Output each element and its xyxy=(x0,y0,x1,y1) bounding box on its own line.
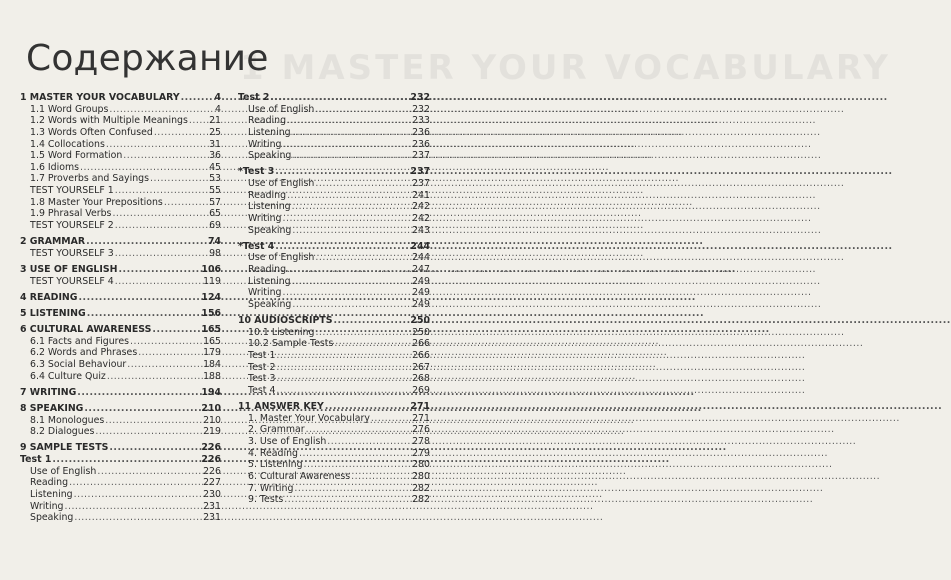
toc-page-number: 165 xyxy=(201,324,221,336)
toc-entry-title: 6.1 Facts and Figures xyxy=(30,335,129,347)
toc-entry-title: Reading xyxy=(30,477,69,489)
toc-page-number: 156 xyxy=(201,307,221,319)
toc-entry-title: Listening xyxy=(30,488,73,500)
toc-entry-row xyxy=(20,426,221,438)
toc-entry-title: 3. Use of English xyxy=(248,435,327,447)
toc-page-number: 249 xyxy=(412,287,430,299)
toc-page-number: 236 xyxy=(412,138,430,150)
dot-leader xyxy=(112,208,206,220)
toc-entry-row xyxy=(238,178,430,190)
dot-leader xyxy=(80,162,206,174)
toc-page-number: 243 xyxy=(412,224,430,236)
toc-entry-title: Writing xyxy=(248,212,282,224)
toc-heading-row xyxy=(238,92,430,104)
dot-leader xyxy=(334,315,410,327)
toc-page-number: 227 xyxy=(203,477,221,489)
dot-leader xyxy=(78,292,200,304)
dot-leader xyxy=(351,471,411,483)
toc-entry-row xyxy=(20,415,221,427)
toc-entry-row xyxy=(238,264,430,276)
dot-leader xyxy=(123,150,206,162)
toc-page-number: 230 xyxy=(203,488,221,500)
toc-page-number: 237 xyxy=(412,150,430,162)
toc-entry-row xyxy=(20,185,221,197)
toc-entry-row xyxy=(20,466,221,478)
toc-page-number: 236 xyxy=(412,126,430,138)
toc-page-number: 247 xyxy=(412,263,430,275)
dot-leader xyxy=(284,494,411,506)
toc-entry-title: 9 SAMPLE TESTS xyxy=(20,442,109,454)
toc-page-number: 25 xyxy=(209,126,221,138)
toc-entry-title: Speaking xyxy=(248,224,292,236)
toc-entry-title: 10.1 Listening xyxy=(248,326,315,338)
toc-page-number: 4 xyxy=(215,103,221,115)
toc-page-number: 188 xyxy=(203,370,221,382)
dot-leader xyxy=(282,287,411,299)
dot-leader xyxy=(109,104,206,116)
dot-leader xyxy=(315,327,411,339)
dot-leader xyxy=(84,403,200,415)
toc-entry-title: 1.1 Word Groups xyxy=(30,103,109,115)
dot-leader xyxy=(181,92,206,104)
dot-leader xyxy=(86,236,206,248)
toc-page-number: 280 xyxy=(412,470,430,482)
dot-leader xyxy=(292,201,411,213)
toc-entry-title: Test 1 xyxy=(20,453,52,465)
toc-heading-row xyxy=(20,454,221,466)
toc-entry-row xyxy=(238,287,430,299)
toc-heading-row xyxy=(20,292,221,304)
toc-entry-row xyxy=(238,471,430,483)
toc-page-number: 282 xyxy=(412,482,430,494)
toc-page-number: 233 xyxy=(412,115,430,127)
toc-page-number: 268 xyxy=(412,373,430,385)
page-title: Содержание xyxy=(26,38,269,79)
toc-entry-row xyxy=(20,220,221,232)
toc-entry-row xyxy=(238,299,430,311)
toc-entry-title: 5. Listening xyxy=(248,459,303,471)
toc-entry-title: Speaking xyxy=(248,150,292,162)
toc-entry-row xyxy=(238,483,430,495)
dot-leader xyxy=(74,489,202,501)
toc-entry-row xyxy=(238,252,430,264)
toc-page-number: 210 xyxy=(201,402,221,414)
toc-entry-title: 9. Tests xyxy=(248,494,284,506)
dot-leader xyxy=(52,454,200,466)
toc-entry-title: 6 CULTURAL AWARENESS xyxy=(20,324,152,336)
toc-heading-row xyxy=(20,92,221,104)
toc-heading-row xyxy=(20,264,221,276)
toc-heading-row xyxy=(238,241,430,253)
toc-entry-title: *Test 3 xyxy=(238,166,275,178)
toc-entry-title: 6.3 Social Behaviour xyxy=(30,358,127,370)
toc-entry-row xyxy=(238,104,430,116)
toc-entry-title: 1.2 Words with Multiple Meanings xyxy=(30,115,188,127)
dot-leader xyxy=(276,350,411,362)
toc-entry-title: 4 READING xyxy=(20,291,78,303)
toc-entry-row xyxy=(238,373,430,385)
dot-leader xyxy=(325,401,410,413)
toc-page-number: 36 xyxy=(209,150,221,162)
toc-entry-row xyxy=(238,494,430,506)
toc-page-number: 45 xyxy=(209,161,221,173)
toc-heading-row xyxy=(238,166,430,178)
dot-leader xyxy=(282,139,411,151)
toc-entry-row xyxy=(20,208,221,220)
toc-entry-row xyxy=(238,225,430,237)
toc-entry-row xyxy=(20,248,221,260)
toc-entry-title: 2 GRAMMAR xyxy=(20,236,86,248)
dot-leader xyxy=(270,92,409,104)
toc-entry-row xyxy=(238,276,430,288)
dot-leader xyxy=(138,347,202,359)
toc-entry-title: Speaking xyxy=(30,512,74,524)
toc-page-number: 210 xyxy=(203,414,221,426)
dot-leader xyxy=(287,115,411,127)
dot-leader xyxy=(334,338,411,350)
toc-heading-row xyxy=(238,315,430,327)
toc-entry-row xyxy=(20,162,221,174)
toc-page-number: 271 xyxy=(410,401,430,413)
toc-entry-title: Use of English xyxy=(248,252,315,264)
toc-page-number: 226 xyxy=(201,453,221,465)
toc-entry-row xyxy=(238,213,430,225)
toc-entry-title: Writing xyxy=(248,138,282,150)
toc-entry-title: 3 USE OF ENGLISH xyxy=(20,263,118,275)
toc-entry-title: 6.2 Words and Phrases xyxy=(30,347,138,359)
dot-leader xyxy=(371,413,411,425)
toc-page-number: 231 xyxy=(203,512,221,524)
dot-leader xyxy=(299,448,411,460)
toc-entry-title: 8 SPEAKING xyxy=(20,402,84,414)
dot-leader xyxy=(287,190,411,202)
dot-leader xyxy=(292,150,411,162)
dot-leader xyxy=(109,442,200,454)
toc-entry-title: 10 AUDIOSCRIPTS xyxy=(238,315,333,327)
toc-entry-row xyxy=(20,477,221,489)
dot-leader xyxy=(97,466,202,478)
toc-entry-title: Listening xyxy=(248,201,291,213)
dot-leader xyxy=(189,115,206,127)
toc-entry-title: Test 2 xyxy=(238,92,270,103)
toc-page-number: 282 xyxy=(412,494,430,506)
toc-entry-title: 10.2 Sample Tests xyxy=(248,338,334,350)
toc-page-number: 124 xyxy=(201,291,221,303)
toc-entry-title: 7 WRITING xyxy=(20,386,77,398)
toc-entry-title: 7. Writing xyxy=(248,482,294,494)
dot-leader xyxy=(87,308,201,320)
toc-page-number: 271 xyxy=(412,412,430,424)
toc-page-number: 179 xyxy=(203,347,221,359)
dot-leader xyxy=(276,373,411,385)
dot-leader xyxy=(315,178,411,190)
toc-entry-title: Test 2 xyxy=(248,361,276,373)
toc-page-number: 280 xyxy=(412,459,430,471)
toc-entry-row xyxy=(20,139,221,151)
toc-entry-title: Listening xyxy=(248,126,291,138)
dot-leader xyxy=(118,264,200,276)
dot-leader xyxy=(287,264,411,276)
dot-leader xyxy=(164,197,206,209)
toc-heading-row xyxy=(20,442,221,454)
toc-entry-title: Test 3 xyxy=(248,373,276,385)
toc-page-number: 165 xyxy=(203,335,221,347)
dot-leader xyxy=(69,477,202,489)
dot-leader xyxy=(275,241,409,253)
toc-entry-title: 1.5 Word Formation xyxy=(30,150,123,162)
toc-page-number: 241 xyxy=(412,189,430,201)
toc-entry-title: 4. Reading xyxy=(248,447,298,459)
dot-leader xyxy=(64,501,202,513)
toc-right-column xyxy=(238,92,430,506)
toc-page-number: 266 xyxy=(412,349,430,361)
toc-heading-row xyxy=(20,387,221,399)
dot-leader xyxy=(130,336,202,348)
toc-entry-row xyxy=(20,276,221,288)
dot-leader xyxy=(276,385,411,397)
dot-leader xyxy=(292,225,411,237)
toc-page-number: 98 xyxy=(209,247,221,259)
dot-leader xyxy=(282,213,411,225)
toc-entry-row xyxy=(238,362,430,374)
toc-entry-row xyxy=(20,336,221,348)
toc-page-number: 249 xyxy=(412,275,430,287)
toc-page-number: 232 xyxy=(410,92,430,103)
dot-leader xyxy=(115,220,206,232)
toc-page-number: 232 xyxy=(412,103,430,115)
toc-entry-row xyxy=(238,350,430,362)
dot-leader xyxy=(276,362,411,374)
toc-entry-row xyxy=(20,347,221,359)
toc-entry-title: 6. Cultural Awareness xyxy=(248,470,351,482)
toc-page-number: 31 xyxy=(209,138,221,150)
toc-heading-row xyxy=(20,403,221,415)
toc-page-number: 55 xyxy=(209,185,221,197)
toc-entry-row xyxy=(20,197,221,209)
toc-page-number: 266 xyxy=(412,338,430,350)
dot-leader xyxy=(150,173,206,185)
toc-entry-row xyxy=(238,190,430,202)
toc-entry-title: *Test 4 xyxy=(238,240,275,252)
toc-page-number: 57 xyxy=(209,196,221,208)
toc-page-number: 237 xyxy=(412,177,430,189)
toc-entry-title: TEST YOURSELF 2 xyxy=(30,220,114,232)
toc-page-number: 250 xyxy=(412,326,430,338)
toc-entry-title: 1.7 Proverbs and Sayings xyxy=(30,173,149,185)
toc-page-number: 250 xyxy=(410,315,430,327)
toc-page-number: 242 xyxy=(412,212,430,224)
toc-page-number: 53 xyxy=(209,173,221,185)
toc-entry-title: 1 MASTER YOUR VOCABULARY xyxy=(20,92,180,103)
dot-leader xyxy=(115,185,206,197)
dot-leader xyxy=(292,127,411,139)
dot-leader xyxy=(306,424,411,436)
toc-entry-title: 1.9 Phrasal Verbs xyxy=(30,208,112,220)
toc-entry-title: Writing xyxy=(248,287,282,299)
toc-page-number: 106 xyxy=(201,263,221,275)
toc-page-number: 219 xyxy=(203,426,221,438)
toc-entry-row xyxy=(238,459,430,471)
toc-page-number: 4 xyxy=(214,92,221,103)
toc-page-number: 267 xyxy=(412,361,430,373)
toc-page-number: 276 xyxy=(412,424,430,436)
toc-entry-row xyxy=(238,150,430,162)
toc-page-number: 69 xyxy=(209,220,221,232)
dot-leader xyxy=(106,139,206,151)
toc-entry-row xyxy=(20,127,221,139)
dot-leader xyxy=(77,387,200,399)
show-through-text: 1 MASTER YOUR VOCABULARY xyxy=(240,48,891,88)
toc-entry-row xyxy=(238,201,430,213)
toc-entry-row xyxy=(238,413,430,425)
dot-leader xyxy=(152,324,200,336)
toc-entry-title: TEST YOURSELF 3 xyxy=(30,247,114,259)
toc-entry-row xyxy=(238,338,430,350)
dot-leader xyxy=(107,371,202,383)
toc-page-number: 65 xyxy=(209,208,221,220)
toc-entry-row xyxy=(20,359,221,371)
toc-entry-title: 8.1 Monologues xyxy=(30,414,105,426)
toc-entry-row xyxy=(238,127,430,139)
toc-page-number: 279 xyxy=(412,447,430,459)
toc-entry-row xyxy=(238,448,430,460)
toc-heading-row xyxy=(20,236,221,248)
toc-entry-title: 1.3 Words Often Confused xyxy=(30,126,153,138)
toc-page-number: 244 xyxy=(410,240,430,252)
dot-leader xyxy=(294,483,411,495)
toc-entry-title: 1.6 Idioms xyxy=(30,161,79,173)
toc-page-number: 269 xyxy=(412,384,430,396)
dot-leader xyxy=(115,248,206,260)
toc-entry-title: 8.2 Dialogues xyxy=(30,426,95,438)
dot-leader xyxy=(315,252,411,264)
dot-leader xyxy=(127,359,202,371)
toc-page-number: 231 xyxy=(203,500,221,512)
toc-entry-row xyxy=(20,501,221,513)
toc-page-number: 242 xyxy=(412,201,430,213)
dot-leader xyxy=(327,436,411,448)
toc-entry-row xyxy=(20,104,221,116)
dot-leader xyxy=(315,104,411,116)
toc-page-number: 184 xyxy=(203,358,221,370)
toc-entry-title: Test 1 xyxy=(248,349,276,361)
toc-page-number: 226 xyxy=(201,442,221,454)
toc-entry-title: 1.8 Master Your Prepositions xyxy=(30,196,163,208)
dot-leader xyxy=(115,276,202,288)
toc-entry-row xyxy=(20,371,221,383)
dot-leader xyxy=(154,127,206,139)
toc-entry-title: Speaking xyxy=(248,298,292,310)
toc-entry-row xyxy=(20,489,221,501)
toc-entry-title: 2. Grammar xyxy=(248,424,305,436)
toc-entry-title: 11 ANSWER KEY xyxy=(238,401,324,413)
toc-entry-title: 5 LISTENING xyxy=(20,307,86,319)
toc-page-number: 237 xyxy=(410,166,430,178)
toc-entry-title: TEST YOURSELF 4 xyxy=(30,275,114,287)
toc-entry-title: Use of English xyxy=(248,177,315,189)
dot-leader xyxy=(292,276,411,288)
toc-entry-row xyxy=(238,436,430,448)
dot-leader xyxy=(74,512,202,524)
toc-page-number: 249 xyxy=(412,298,430,310)
toc-entry-title: 6.4 Culture Quiz xyxy=(30,370,106,382)
toc-heading-row xyxy=(20,308,221,320)
toc-entry-title: Use of English xyxy=(248,103,315,115)
toc-entry-row xyxy=(20,150,221,162)
toc-heading-row xyxy=(238,401,430,413)
toc-entry-row xyxy=(238,139,430,151)
toc-entry-title: 1.4 Collocations xyxy=(30,138,105,150)
toc-heading-row xyxy=(20,324,221,336)
toc-entry-row xyxy=(20,173,221,185)
toc-page-number: 194 xyxy=(201,386,221,398)
toc-left-column xyxy=(20,92,221,524)
toc-page-number: 226 xyxy=(203,465,221,477)
toc-entry-row xyxy=(238,115,430,127)
toc-entry-title: Reading xyxy=(248,189,287,201)
toc-entry-row xyxy=(20,115,221,127)
toc-page-number: 74 xyxy=(207,236,221,248)
toc-page-number: 244 xyxy=(412,252,430,264)
toc-page-number: 278 xyxy=(412,435,430,447)
toc-entry-row xyxy=(238,424,430,436)
toc-page-number: 119 xyxy=(203,275,221,287)
toc-entry-row xyxy=(20,512,221,524)
dot-leader xyxy=(304,459,412,471)
toc-entry-row xyxy=(238,327,430,339)
toc-entry-title: Writing xyxy=(30,500,64,512)
toc-entry-title: Listening xyxy=(248,275,291,287)
dot-leader xyxy=(105,415,202,427)
dot-leader xyxy=(292,299,411,311)
toc-entry-title: Reading xyxy=(248,263,287,275)
toc-entry-title: Test 4 xyxy=(248,384,276,396)
toc-entry-title: 1. Master Your Vocabulary xyxy=(248,412,370,424)
toc-entry-title: Reading xyxy=(248,115,287,127)
dot-leader xyxy=(275,166,409,178)
toc-page-number: 21 xyxy=(209,115,221,127)
toc-entry-title: TEST YOURSELF 1 xyxy=(30,185,114,197)
toc-entry-row xyxy=(238,385,430,397)
dot-leader xyxy=(95,426,202,438)
toc-entry-title: Use of English xyxy=(30,465,97,477)
